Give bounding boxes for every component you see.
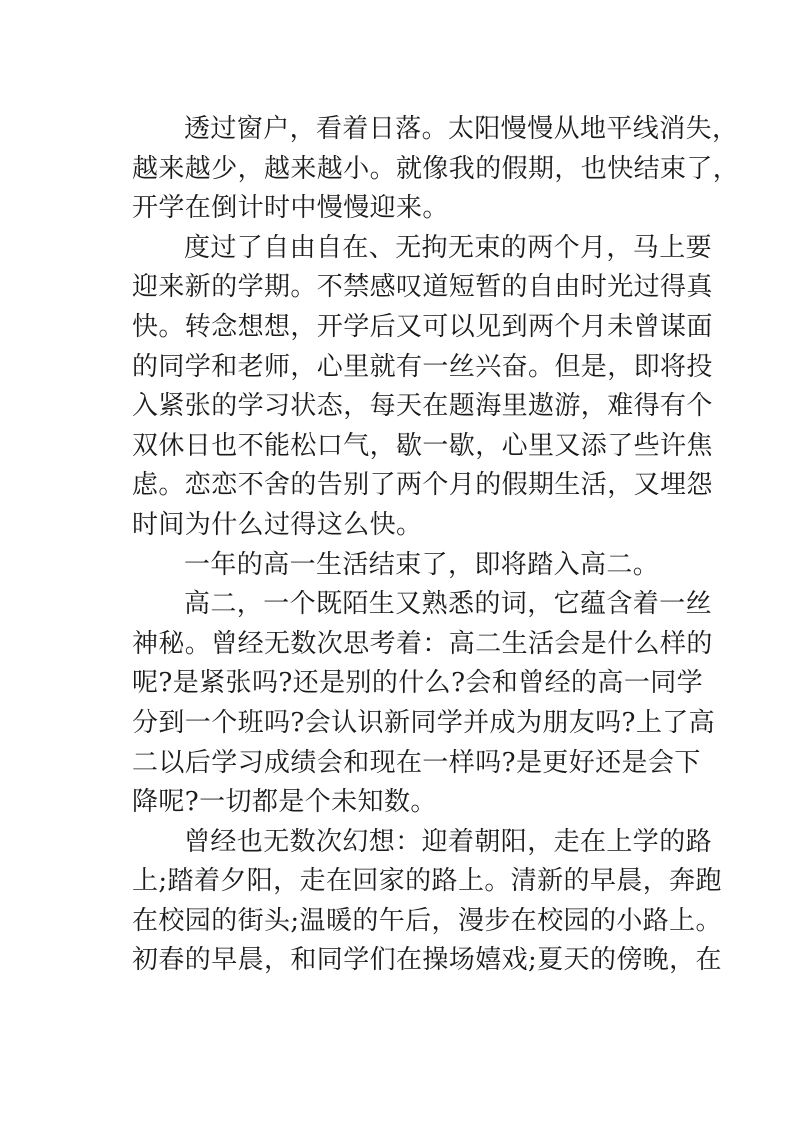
text-line: 开学在倒计时中慢慢迎来。 xyxy=(132,193,449,224)
text-line: 迎来新的学期。不禁感叹道短暂的自由时光过得真 xyxy=(132,272,713,303)
paragraph-2 xyxy=(132,229,713,546)
body-text xyxy=(132,110,740,981)
text-line: 越来越少，越来越小。就像我的假期，也快结束了， xyxy=(132,153,740,184)
text-line: 初春的早晨，和同学们在操场嬉戏;夏天的傍晚，在 xyxy=(132,945,722,976)
text-line: 入紧张的学习状态，每天在题海里遨游，难得有个 xyxy=(132,391,713,422)
paragraph-4 xyxy=(132,585,716,823)
paragraph-1 xyxy=(132,110,740,229)
text-line: 时间为什么过得这么快。 xyxy=(132,509,423,540)
text-line: 二以后学习成绩会和现在一样吗?是更好还是会下 xyxy=(132,747,701,778)
text-line: 曾经也无数次幻想：迎着朝阳，走在上学的路 xyxy=(184,826,713,857)
text-line: 降呢?一切都是个未知数。 xyxy=(132,787,437,818)
text-line: 分到一个班吗?会认识新同学并成为朋友吗?上了高 xyxy=(132,707,716,738)
text-line: 虑。恋恋不舍的告别了两个月的假期生活，又埋怨 xyxy=(132,470,713,501)
paragraph-5 xyxy=(132,823,722,981)
text-line: 透过窗户，看着日落。太阳慢慢从地平线消失， xyxy=(184,114,739,144)
text-line: 上;踏着夕阳，走在回家的路上。清新的早晨，奔跑 xyxy=(132,866,722,897)
paragraph-3 xyxy=(132,546,672,586)
text-line: 的同学和老师，心里就有一丝兴奋。但是，即将投 xyxy=(132,351,713,382)
text-line: 高二，一个既陌生又熟悉的词，它蕴含着一丝 xyxy=(184,589,713,620)
text-line: 神秘。曾经无数次思考着：高二生活会是什么样的 xyxy=(132,628,713,659)
text-line: 快。转念想想，开学后又可以见到两个月未曾谋面 xyxy=(132,311,713,342)
text-line: 度过了自由自在、无拘无束的两个月，马上要 xyxy=(184,232,713,263)
text-line: 呢?是紧张吗?还是别的什么?会和曾经的高一同学 xyxy=(132,668,704,699)
text-line: 一年的高一生活结束了，即将踏入高二。 xyxy=(184,549,660,580)
text-line: 在校园的街头;温暖的午后，漫步在校园的小路上。 xyxy=(132,905,722,936)
text-line: 双休日也不能松口气，歇一歇，心里又添了些许焦 xyxy=(132,430,713,461)
